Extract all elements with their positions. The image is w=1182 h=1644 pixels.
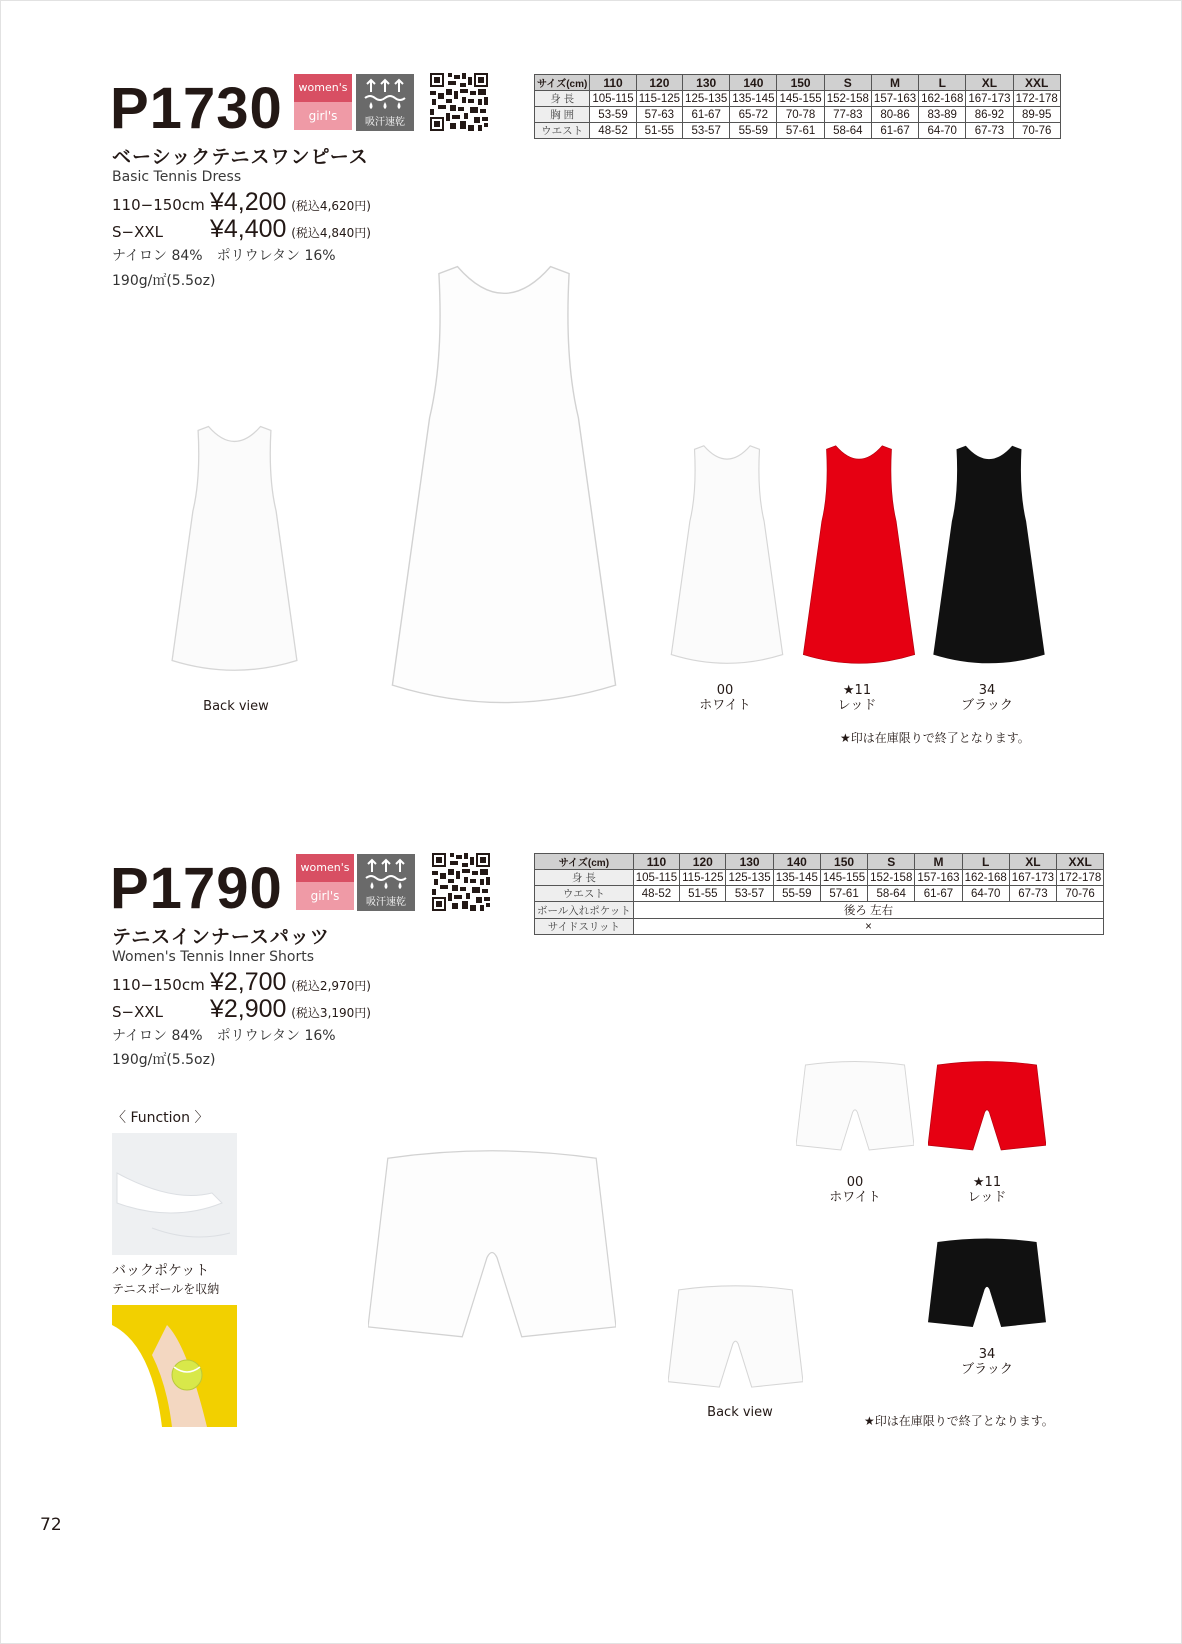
table-header: 110 [633, 854, 679, 870]
page-number: 72 [40, 1515, 62, 1535]
table-cell: 61-67 [683, 107, 730, 123]
weight-spec: 190g/㎡(5.5oz) [112, 1052, 216, 1068]
table-header: 140 [773, 854, 820, 870]
table-cell: 51-55 [680, 886, 726, 902]
color-code: ★11 [842, 683, 872, 698]
table-cell: ウエスト [535, 886, 634, 902]
back-view-label: Back view [707, 1405, 773, 1420]
price-row [112, 968, 371, 997]
table-cell: 67-73 [966, 123, 1013, 139]
product-code: P1730 [110, 76, 283, 141]
table-cell: サイドスリット [535, 919, 634, 935]
target-badges [294, 74, 352, 130]
table-cell: 身 長 [535, 870, 634, 886]
dress-main-image [384, 255, 624, 720]
table-header: 150 [777, 75, 824, 91]
price-value: ¥2,700 [210, 968, 287, 996]
product-name-en: Basic Tennis Dress [112, 169, 242, 185]
table-cell: 115-125 [680, 870, 726, 886]
table-cell: 77-83 [824, 107, 871, 123]
price-tax: (税込4,840円) [291, 226, 371, 240]
color-label-black [938, 683, 1036, 713]
price-size: S−XXL [112, 223, 163, 241]
product-code: P1790 [110, 856, 283, 921]
table-header: XL [1009, 854, 1056, 870]
table-header: S [824, 75, 871, 91]
table-cell: 83-89 [919, 107, 966, 123]
table-header: 140 [730, 75, 777, 91]
product-name-jp: テニスインナースパッツ [112, 926, 330, 948]
table-cell: 64-70 [962, 886, 1009, 902]
sweat-absorb-badge [357, 854, 415, 911]
table-cell: 172-178 [1013, 91, 1060, 107]
table-row [535, 91, 1061, 107]
table-row [535, 919, 1104, 935]
qr-code-icon[interactable] [430, 73, 488, 131]
table-cell: 70-78 [777, 107, 824, 123]
stock-note: ★印は在庫限りで終了となります。 [840, 731, 1030, 745]
shorts-back-view-image [668, 1281, 803, 1396]
size-table-header [535, 854, 1104, 870]
table-cell: 58-64 [868, 886, 915, 902]
table-cell: 67-73 [1009, 886, 1056, 902]
table-cell: 57-61 [820, 886, 867, 902]
function-label: 吸汗速乾 [365, 117, 405, 128]
table-header: サイズ(cm) [535, 854, 634, 870]
table-cell: 86-92 [966, 107, 1013, 123]
table-header: 120 [680, 854, 726, 870]
table-header: 130 [683, 75, 730, 91]
table-cell: × [633, 919, 1103, 935]
sweat-wicking-icon [362, 78, 408, 112]
color-name: ブラック [961, 698, 1013, 713]
shorts-black-swatch[interactable] [928, 1232, 1046, 1337]
table-cell: 55-59 [730, 123, 777, 139]
table-cell: 167-173 [966, 91, 1013, 107]
pocket-illustration [112, 1133, 237, 1255]
size-table [534, 74, 1061, 139]
color-name: レッド [967, 1190, 1007, 1205]
table-cell: 162-168 [919, 91, 966, 107]
table-header: L [962, 854, 1009, 870]
table-header: M [915, 854, 962, 870]
table-cell: 145-155 [777, 91, 824, 107]
qr-code-icon[interactable] [432, 853, 490, 911]
womens-badge: women's [296, 854, 354, 882]
womens-badge: women's [294, 74, 352, 102]
table-header: S [868, 854, 915, 870]
function-caption: バックポケット [112, 1263, 210, 1279]
table-cell: 57-61 [777, 123, 824, 139]
color-code: 34 [978, 1347, 996, 1362]
size-table-header [535, 75, 1061, 91]
table-cell: 145-155 [820, 870, 867, 886]
table-cell: 48-52 [590, 123, 636, 139]
table-cell: ウエスト [535, 123, 590, 139]
table-cell: 53-57 [683, 123, 730, 139]
target-badges [296, 854, 354, 910]
table-row [535, 902, 1104, 919]
table-cell: 70-76 [1057, 886, 1104, 902]
table-cell: 89-95 [1013, 107, 1060, 123]
table-header: L [919, 75, 966, 91]
shorts-white-swatch[interactable] [796, 1055, 914, 1160]
product-name-en: Women's Tennis Inner Shorts [112, 949, 315, 965]
ball-pocket-photo [112, 1305, 237, 1427]
table-header: 120 [636, 75, 682, 91]
table-header: XL [966, 75, 1013, 91]
price-row [112, 188, 371, 217]
material-spec: ナイロン 84% ポリウレタン 16% [112, 1028, 336, 1044]
tennis-ball-illustration [112, 1305, 237, 1427]
table-cell: 58-64 [824, 123, 871, 139]
weight-spec: 190g/㎡(5.5oz) [112, 273, 216, 289]
price-tax: (税込2,970円) [291, 979, 371, 993]
function-title: 〈 Function 〉 [112, 1110, 209, 1126]
table-cell: 135-145 [773, 870, 820, 886]
color-code: ★11 [972, 1175, 1002, 1190]
dress-white-swatch[interactable] [668, 440, 786, 672]
shorts-main-image [368, 1135, 616, 1360]
table-cell: 57-63 [636, 107, 682, 123]
table-header: XXL [1057, 854, 1104, 870]
price-row [112, 215, 371, 244]
function-label: 吸汗速乾 [366, 897, 406, 908]
table-cell: 65-72 [730, 107, 777, 123]
table-row [535, 886, 1104, 902]
table-cell: 55-59 [773, 886, 820, 902]
table-cell: 51-55 [636, 123, 682, 139]
table-row [535, 123, 1061, 139]
table-cell: 152-158 [824, 91, 871, 107]
table-cell: 後ろ 左右 [633, 902, 1103, 919]
table-cell: 61-67 [871, 123, 918, 139]
price-row [112, 995, 371, 1024]
color-label-red [808, 683, 906, 713]
color-label-black [938, 1347, 1036, 1377]
table-cell: 115-125 [636, 91, 682, 107]
table-cell: 152-158 [868, 870, 915, 886]
back-view-label: Back view [203, 699, 269, 714]
table-cell: 162-168 [962, 870, 1009, 886]
sweat-absorb-badge [356, 74, 414, 131]
price-size: 110−150cm [112, 976, 205, 994]
table-cell: 61-67 [915, 886, 962, 902]
table-header: 150 [820, 854, 867, 870]
stock-note: ★印は在庫限りで終了となります。 [864, 1414, 1054, 1428]
table-cell: 身 長 [535, 91, 590, 107]
dress-black-swatch[interactable] [930, 440, 1048, 672]
color-name: ホワイト [829, 1190, 881, 1205]
size-table [534, 853, 1104, 935]
table-header: 110 [590, 75, 636, 91]
color-code: 34 [978, 683, 996, 698]
table-cell: 53-57 [726, 886, 773, 902]
price-tax: (税込4,620円) [291, 199, 371, 213]
table-cell: 135-145 [730, 91, 777, 107]
table-cell: 105-115 [633, 870, 679, 886]
table-row [535, 107, 1061, 123]
table-header: M [871, 75, 918, 91]
table-cell: 胸 囲 [535, 107, 590, 123]
table-cell: 157-163 [871, 91, 918, 107]
color-code: 00 [846, 1175, 864, 1190]
table-cell: 172-178 [1057, 870, 1104, 886]
table-header: 130 [726, 854, 773, 870]
table-cell: 157-163 [915, 870, 962, 886]
material-spec: ナイロン 84% ポリウレタン 16% [112, 248, 336, 264]
color-name: ブラック [961, 1362, 1013, 1377]
price-size: 110−150cm [112, 196, 205, 214]
color-code: 00 [716, 683, 734, 698]
color-label-white [676, 683, 774, 713]
table-header: XXL [1013, 75, 1060, 91]
color-label-white [806, 1175, 904, 1205]
table-cell: 105-115 [590, 91, 636, 107]
price-size: S−XXL [112, 1003, 163, 1021]
table-cell: 80-86 [871, 107, 918, 123]
dress-red-swatch[interactable] [800, 440, 918, 672]
table-cell: 53-59 [590, 107, 636, 123]
product-name-jp: ベーシックテニスワンピース [112, 146, 369, 168]
girls-badge: girl's [296, 882, 354, 910]
price-value: ¥2,900 [210, 995, 287, 1023]
table-cell: 64-70 [919, 123, 966, 139]
table-cell: 70-76 [1013, 123, 1060, 139]
table-header: サイズ(cm) [535, 75, 590, 91]
price-tax: (税込3,190円) [291, 1006, 371, 1020]
table-cell: 125-135 [683, 91, 730, 107]
table-cell: 167-173 [1009, 870, 1056, 886]
price-value: ¥4,200 [210, 188, 287, 216]
girls-badge: girl's [294, 102, 352, 130]
back-pocket-photo [112, 1133, 237, 1255]
dress-back-view-image [162, 420, 307, 680]
sweat-wicking-icon [363, 858, 409, 892]
price-value: ¥4,400 [210, 215, 287, 243]
function-subcaption: テニスボールを収納 [112, 1282, 220, 1296]
table-cell: 48-52 [633, 886, 679, 902]
color-name: レッド [837, 698, 877, 713]
table-row [535, 870, 1104, 886]
shorts-red-swatch[interactable] [928, 1055, 1046, 1160]
table-cell: ボール入れポケット [535, 902, 634, 919]
color-label-red [938, 1175, 1036, 1205]
table-cell: 125-135 [726, 870, 773, 886]
color-name: ホワイト [699, 698, 751, 713]
